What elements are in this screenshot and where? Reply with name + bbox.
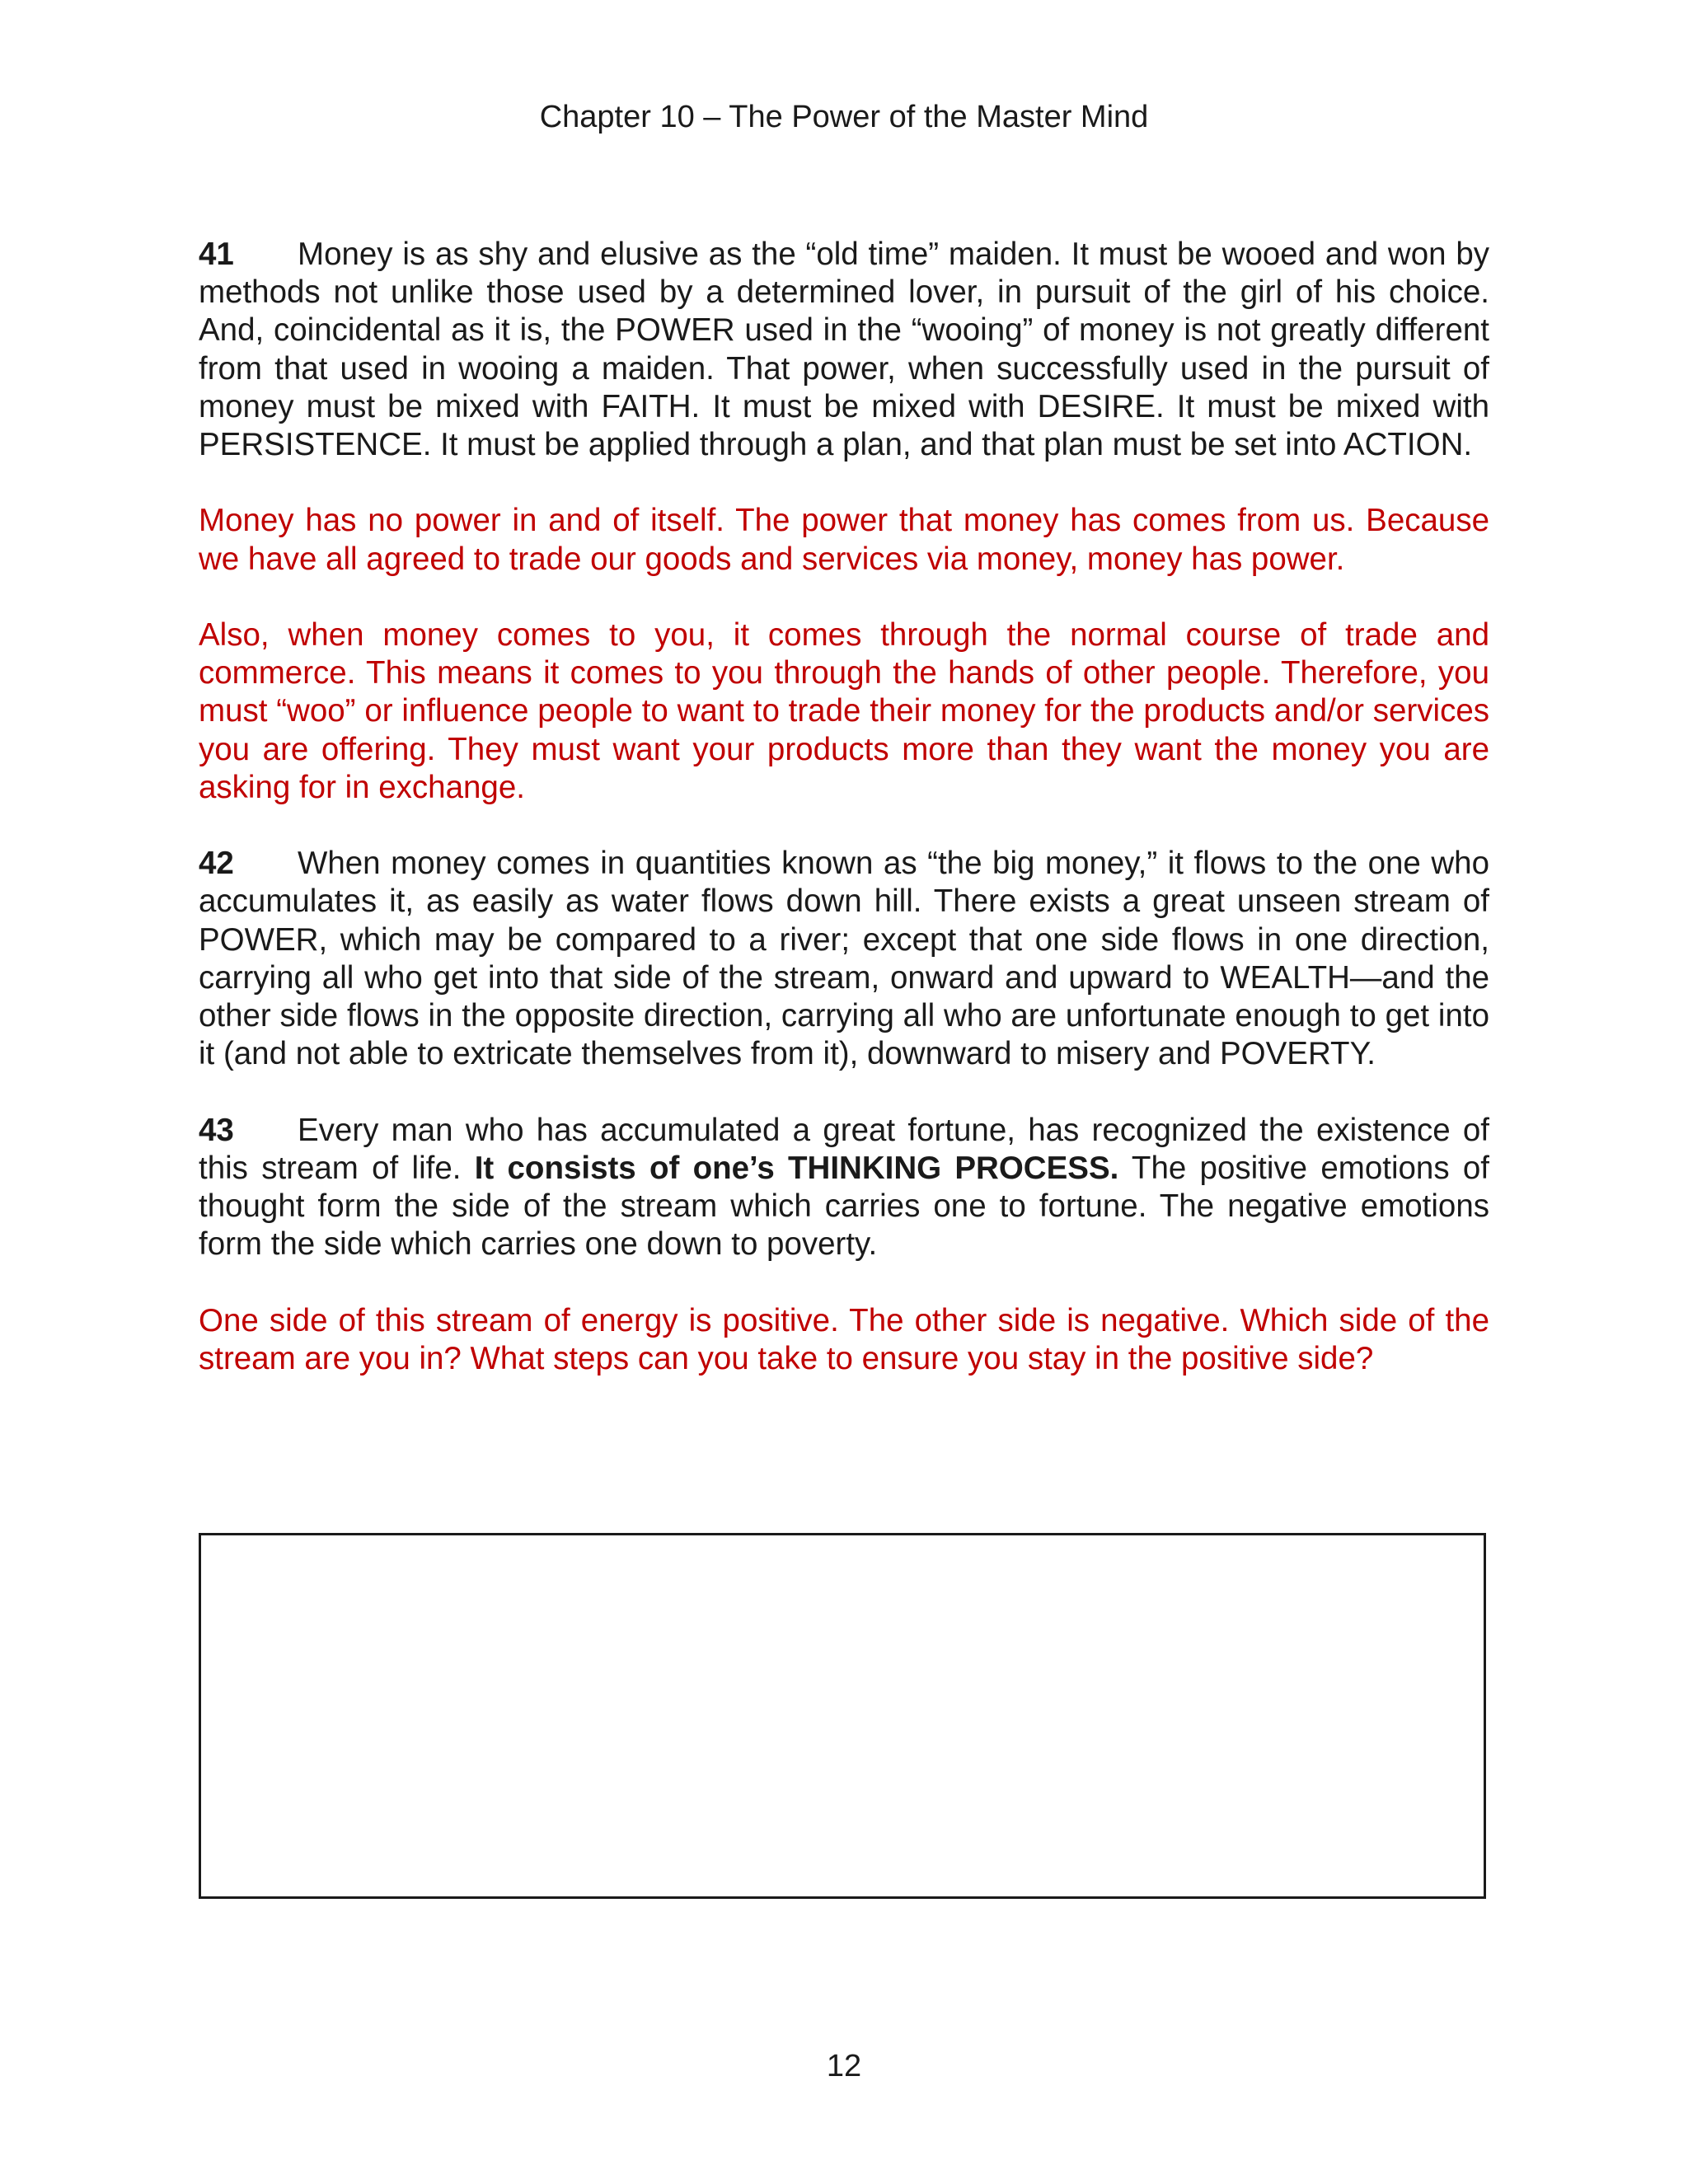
- question-text: One side of this stream of energy is positive. The other side is negative. Which side of the stream are you in? What steps can you take to ensure you stay in the positive side?: [199, 1302, 1489, 1376]
- paragraph-text: Every man who has accumulated a great fortune, has recognized the existence of this stream of life.: [199, 1112, 1489, 1186]
- commentary-money-trade: [199, 616, 1489, 807]
- commentary-text: Also, when money comes to you, it comes through the normal course of trade and commerce. This means it comes to you through the hands of other people. Therefore, you must “woo” or influence people to want to trade their money for the products and/or services you are offering. They must want your products more than they want the money you are asking for in exchange.: [199, 617, 1489, 805]
- commentary-money-power: [199, 502, 1489, 578]
- answer-box[interactable]: [199, 1533, 1486, 1899]
- paragraph-number: 43: [199, 1112, 234, 1148]
- paragraph-number: 42: [199, 846, 234, 882]
- paragraph-text: When money comes in quantities known as “the big money,” it flows to the one who accumulates it, as easily as water flows down hill. There exists a great unseen stream of POWER, which may be compared to a river; except that one side flows in one direction, carrying all who get into that side of the stream, onward and upward to WEALTH—and the other side flows in the opposite direction, carrying all who are unfortunate enough to get into it (and not able to extricate themselves from it), downward to misery and POVERTY.: [199, 846, 1489, 1072]
- paragraph-number: 41: [199, 237, 234, 272]
- page-number: 12: [826, 2049, 862, 2083]
- paragraph-41: [199, 236, 1489, 464]
- paragraph-text: Money is as shy and elusive as the “old time” maiden. It must be wooed and won by methods not unlike those used by a determined lover, in pursuit of the girl of his choice. And, coincidental as it is, the POWER used in the “wooing” of money is not greatly different from that used in wooing a maiden. That power, when successfully used in the pursuit of money must be mixed with FAITH. It must be mixed with DESIRE. It must be mixed with PERSISTENCE. It must be applied through a plan, and that plan must be set into ACTION.: [199, 237, 1489, 463]
- paragraph-43: [199, 1112, 1489, 1264]
- paragraph-bold-text: It consists of one’s THINKING PROCESS.: [474, 1150, 1119, 1186]
- page-body: [199, 236, 1489, 1416]
- chapter-header: Chapter 10 – The Power of the Master Mind: [539, 100, 1149, 134]
- commentary-question: [199, 1302, 1489, 1378]
- paragraph-text: The positive emotions of thought form the side of the stream which carries one to fortune. The negative emotions form the side which carries one down to poverty.: [199, 1150, 1489, 1263]
- paragraph-42: [199, 845, 1489, 1073]
- commentary-text: Money has no power in and of itself. The power that money has comes from us. Because we have all agreed to trade our goods and services via money, money has power.: [199, 503, 1489, 577]
